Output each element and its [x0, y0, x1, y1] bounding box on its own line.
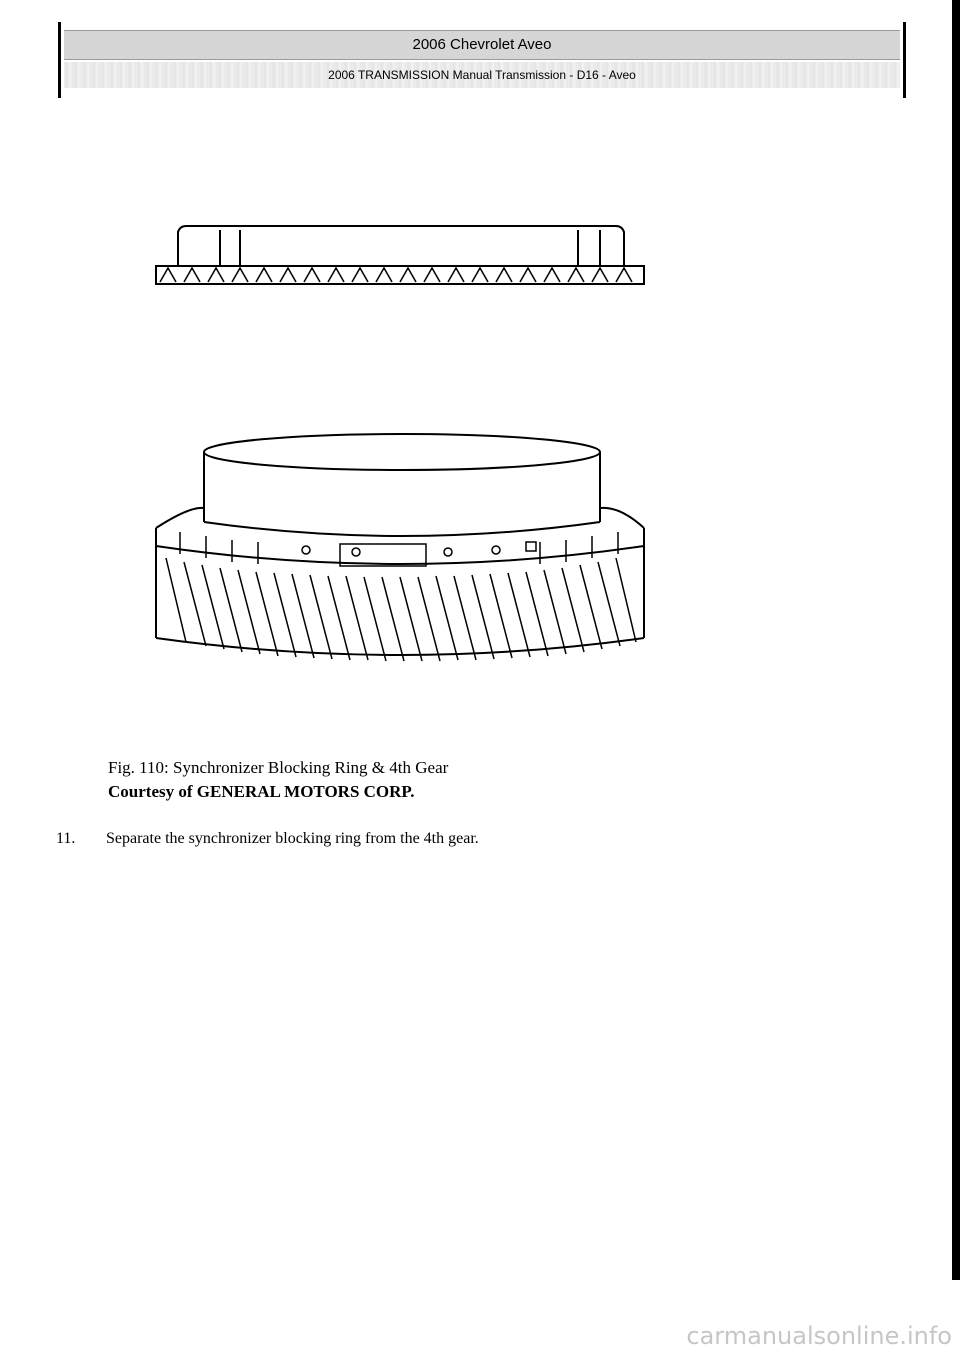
helical-teeth — [166, 558, 636, 661]
header-right-rule — [903, 22, 906, 98]
synchronizer-ring-and-gear-illustration — [150, 210, 650, 670]
page-edge-bar — [952, 0, 960, 1280]
procedure-step — [56, 830, 479, 848]
figure-caption-title: Fig. 110: Synchronizer Blocking Ring & 4th Gear — [108, 758, 449, 777]
blocking-ring-side-view — [156, 226, 644, 284]
step-number: 11. — [56, 830, 76, 847]
site-watermark: carmanualsonline.info — [686, 1322, 952, 1350]
fourth-gear-view — [156, 434, 644, 661]
header-left-rule — [58, 22, 61, 98]
step-text: Separate the synchronizer blocking ring from the 4th gear. — [106, 830, 479, 847]
document-subtitle: 2006 TRANSMISSION Manual Transmission - D16 - Aveo — [64, 62, 900, 88]
figure-caption — [108, 756, 448, 804]
figure-credit: Courtesy of GENERAL MOTORS CORP. — [108, 782, 415, 801]
document-title: 2006 Chevrolet Aveo — [64, 30, 900, 60]
